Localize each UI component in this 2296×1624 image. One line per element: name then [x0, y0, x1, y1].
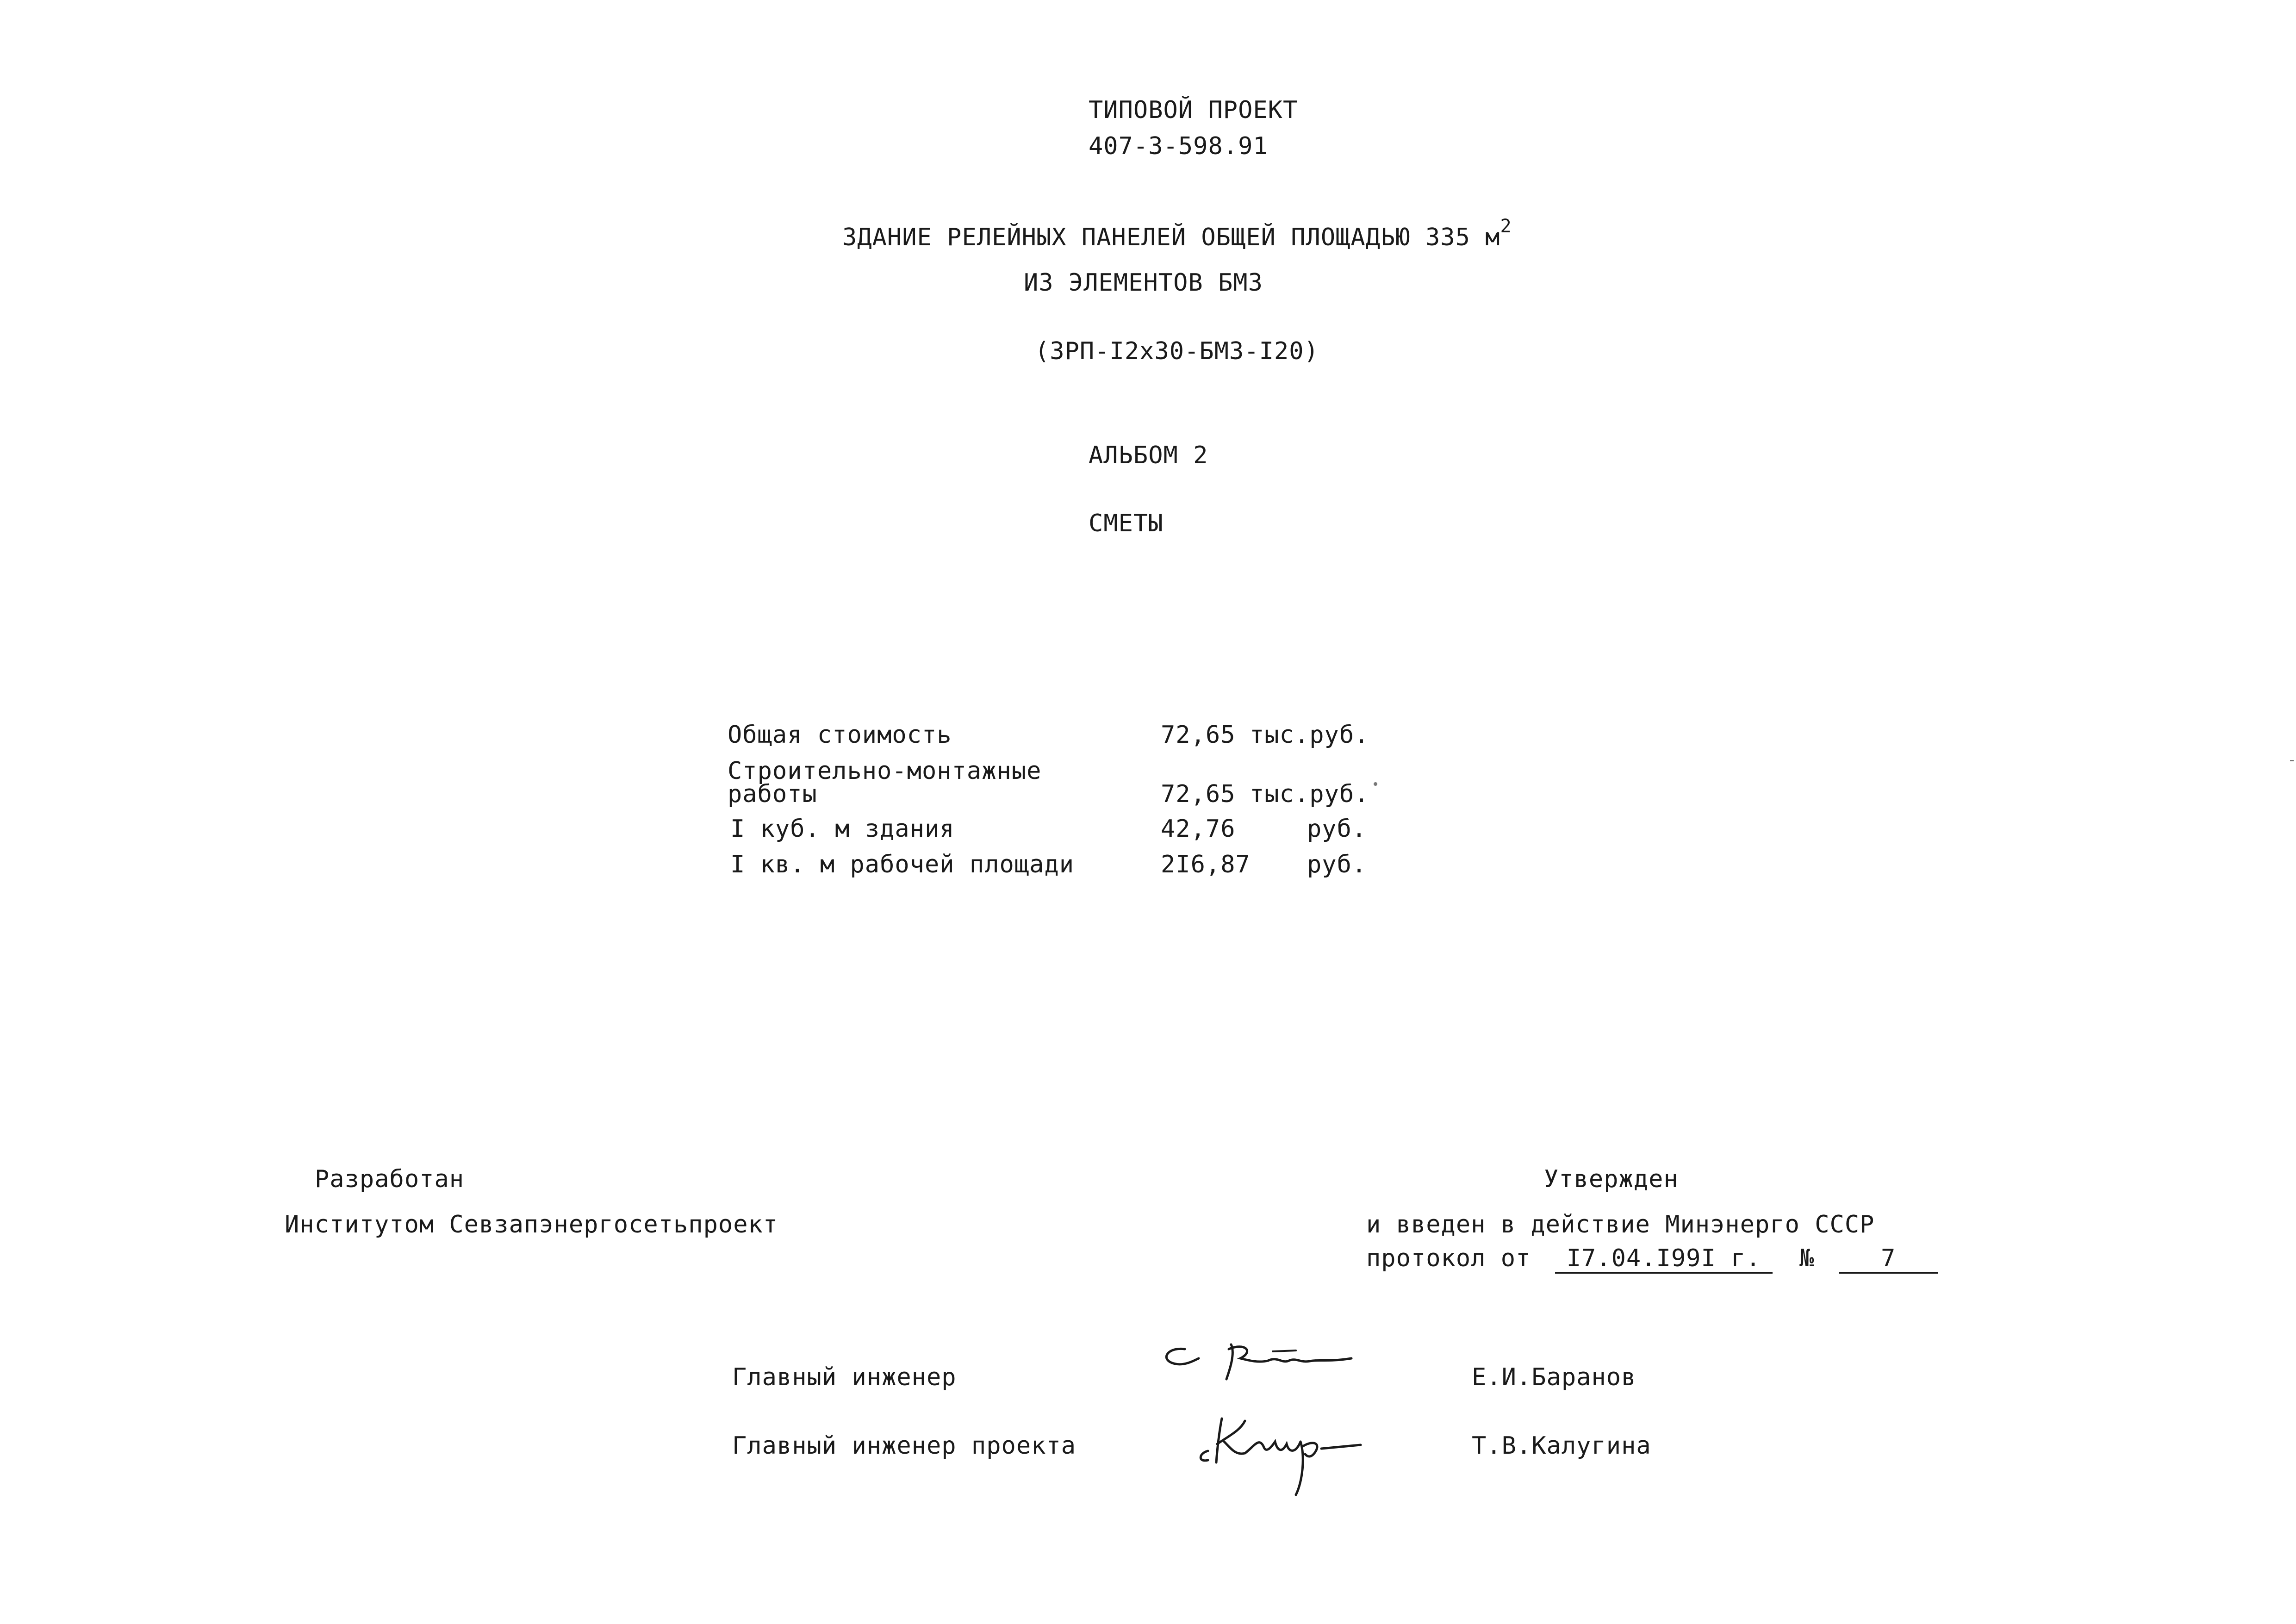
cost-value-per-cubic-meter: 42,76	[1161, 815, 1236, 843]
cost-label-construction-line2: работы	[728, 780, 817, 808]
cost-label-total: Общая стоимость	[728, 721, 952, 749]
chief-engineer-name: Е.И.Баранов	[1472, 1363, 1636, 1391]
cost-unit-per-cubic-meter: руб.	[1307, 815, 1367, 843]
approval-protocol	[1366, 1246, 1938, 1274]
project-number: 407-3-598.91	[1089, 132, 1268, 160]
approved-label: Утвержден	[1544, 1165, 1679, 1193]
developer-organization: Институтом Севзапэнергосетьпроект	[285, 1211, 778, 1238]
scan-speck	[2290, 760, 2294, 761]
approved-ministry: и введен в действие Минэнерго СССР	[1366, 1211, 1875, 1238]
square-meter-superscript: 2	[1500, 216, 1512, 237]
project-type-title: ТИПОВОЙ ПРОЕКТ	[1089, 96, 1298, 124]
protocol-date: I7.04.I99I г.	[1555, 1246, 1773, 1274]
chief-project-engineer-signature	[1189, 1402, 1384, 1513]
album-subtitle: СМЕТЫ	[1089, 510, 1164, 537]
chief-project-engineer-name: Т.В.Калугина	[1472, 1432, 1651, 1460]
protocol-prefix: протокол от	[1366, 1244, 1531, 1272]
protocol-number: 7	[1839, 1246, 1938, 1274]
cost-unit-construction: тыс.руб.	[1250, 780, 1369, 808]
cost-value-construction: 72,65	[1161, 780, 1236, 808]
developed-label: Разработан	[315, 1165, 465, 1193]
chief-engineer-role: Главный инженер	[732, 1363, 957, 1391]
pen-mark	[1374, 782, 1377, 786]
number-sign: №	[1799, 1244, 1815, 1272]
chief-project-engineer-role: Главный инженер проекта	[732, 1432, 1076, 1460]
cost-value-total: 72,65	[1161, 721, 1236, 749]
chief-engineer-signature	[1157, 1335, 1370, 1386]
album-label: АЛЬБОМ 2	[1089, 442, 1208, 469]
building-code: (ЗРП-I2х30-БМЗ-I20)	[1035, 337, 1319, 365]
cost-label-construction-line1: Строительно-монтажные	[728, 757, 1042, 785]
cost-unit-per-square-meter: руб.	[1307, 851, 1367, 878]
building-title-line2: ИЗ ЭЛЕМЕНТОВ БМЗ	[1024, 269, 1263, 297]
cost-value-per-square-meter: 2I6,87	[1161, 851, 1251, 878]
cost-unit-total: тыс.руб.	[1250, 721, 1369, 749]
building-title	[842, 216, 1512, 251]
cost-label-per-cubic-meter: I куб. м здания	[730, 815, 955, 843]
cost-label-per-square-meter: I кв. м рабочей площади	[730, 851, 1075, 878]
building-title-text: ЗДАНИЕ РЕЛЕЙНЫХ ПАНЕЛЕЙ ОБЩЕЙ ПЛОЩАДЬЮ 335 м	[842, 224, 1500, 251]
